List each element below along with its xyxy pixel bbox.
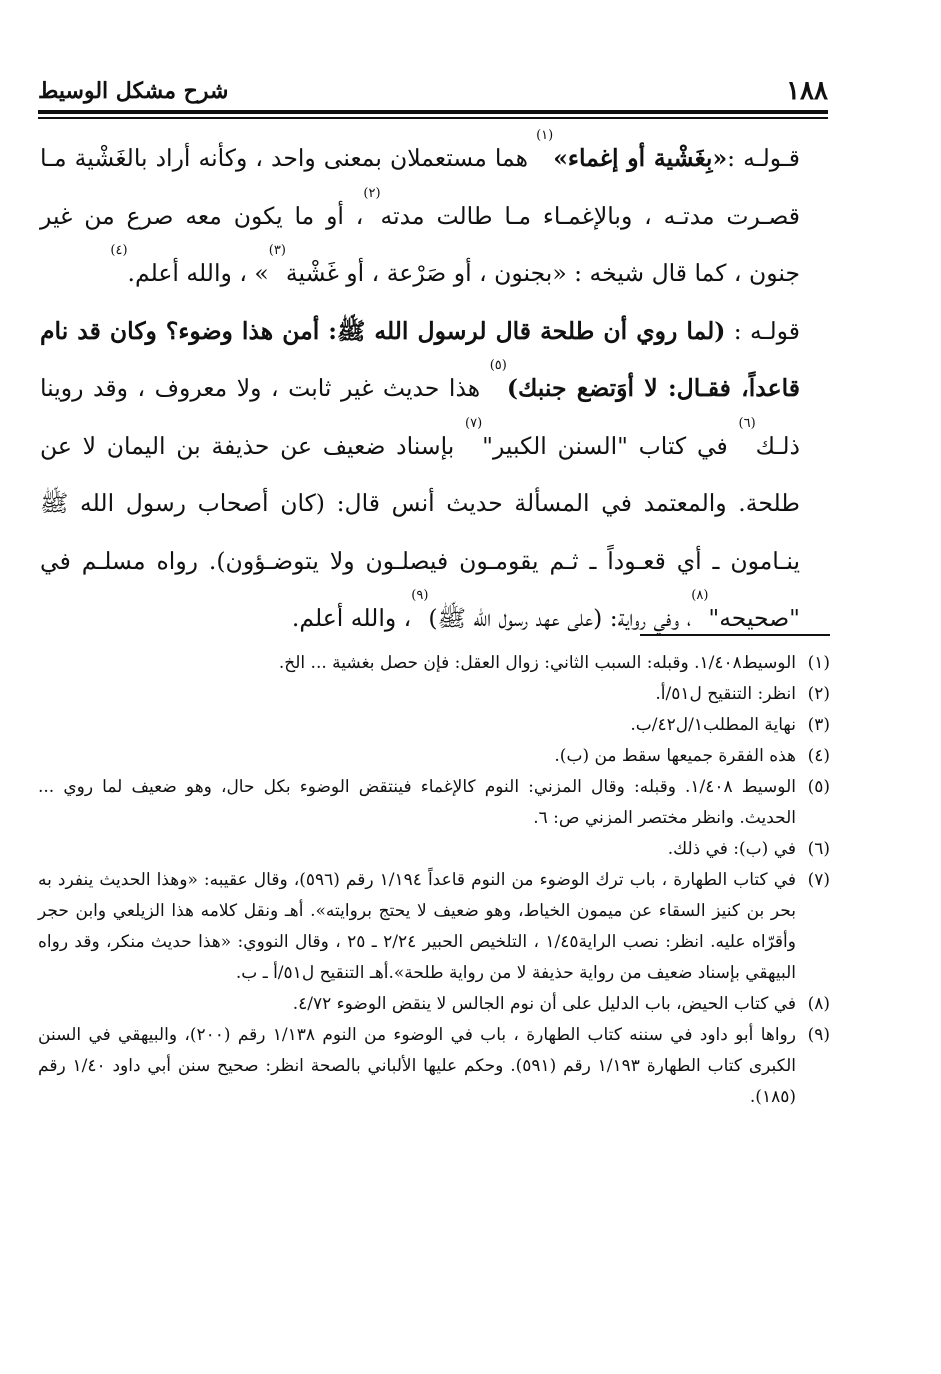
footnote-number: (٥): [807, 777, 830, 797]
footnote-ref-2[interactable]: (٢): [363, 185, 381, 201]
footnote-number: (٣): [807, 715, 830, 735]
footnote-ref-8[interactable]: (٨): [691, 588, 709, 603]
paragraph-1-text-2: ، أو ما يكون معه صرع من غير جنون ، كما قال شيخه : «بجنون ، أو صَرْعة ، أو غَشْية: [40, 201, 800, 287]
footnote-text: رواها أبو داود في سننه كتاب الطهارة ، باب في الوضوء من النوم ١/١٣٨ رقم (٢٠٠)، والبيهقي في السنن الكبرى كتاب الطهارة ١/١٩٣ رقم (٥٩١). وحكم عليها الألباني بالصحة انظر: صحيح سنن أبي داود ١/٤٠ رقم (١٨٥).: [38, 1025, 796, 1107]
footnote-ref-9[interactable]: (٩): [411, 588, 429, 603]
footnote-number: (٦): [807, 839, 830, 859]
footnote-number: (٩): [807, 1025, 830, 1045]
header-rule-thick: [38, 110, 828, 114]
footnotes: [38, 648, 830, 1113]
paragraph-1-text-3: » ، والله أعلم.: [127, 259, 269, 287]
footnote-number: (٤): [807, 746, 830, 766]
footnote-text: في (ب): في ذلك.: [667, 839, 796, 859]
footnote-3: [38, 710, 830, 741]
footnote-ref-1[interactable]: (١): [536, 128, 554, 143]
footnote-number: (٨): [807, 994, 830, 1014]
paragraph-1-text-1: هما مستعملان بمعنى واحد ، وكأنه أراد بالغَشْية مـا قصـرت مدتـه ، وبالإغمـاء مـا طالت مدته: [40, 144, 800, 230]
footnote-4: [38, 741, 830, 772]
footnote-text: انظر: التنقيح ل٥١/أ.: [655, 684, 796, 704]
paragraph-2: [40, 303, 830, 648]
paragraph-1-lead: قـولـه :: [727, 144, 801, 172]
footnote-text: في كتاب الحيض، باب الدليل على أن نوم الجالس لا ينقض الوضوء ٤/٧٢.: [292, 994, 796, 1014]
paragraph-2-lead: قولـه :: [725, 316, 800, 345]
main-text: [40, 130, 830, 648]
footnote-5: [38, 772, 830, 834]
footnote-8: [38, 989, 830, 1020]
footnote-text: الوسيط١/٤٠٨. وقبله: السبب الثاني: زوال العقل: فإن حصل بغشية ... الخ.: [278, 653, 796, 673]
footnote-2: [38, 679, 830, 710]
footnote-ref-5[interactable]: (٥): [489, 358, 507, 373]
footnote-6: [38, 834, 830, 865]
footnote-text: في كتاب الطهارة ، باب ترك الوضوء من النوم قاعداً ١/١٩٤ رقم (٥٩٦)، وقال عقيبه: «وهذا الحديث ينفرد به بحر بن كنيز السقاء عن ميمون الخياط، وهو ضعيف لا يحتج بروايته». أهـ ونقل كلامه هذا الزيلعي وابن حجر وأقرّاه عليه. انظر: نصب الراية١/٤٥ ، التلخيص الحبير ٢/٢٤ ـ ٢٥ ، وقال النووي: «هذا حديث منكر، وقد رواه البيهقي بإسناد ضعيف من رواية حذيفة لا من رواية طلحة».أهـ التنقيح ل٥١/أ ـ ب.: [38, 870, 796, 983]
paragraph-2-text-5: ، والله أعلم.: [291, 604, 412, 632]
footnote-9: [38, 1020, 830, 1113]
paragraph-2-quote: (لما روي أن طلحة قال لرسول الله ﷺ: أمن هذا وضوء؟ وكان قد نام قاعداً، فقـال: لا أوَتضع جنبك): [40, 316, 800, 402]
paragraph-2-text-3: بإسناد ضعيف عن حذيفة بن اليمان لا عن طلحة. والمعتمد في المسألة حديث أنس قال: (كان أصحاب رسول الله ﷺ ينـامون ـ أي قعـوداً ـ ثـم يقومـون فيصلـون ولا يتوضـؤون). رواه مسلـم في "صحيحه": [40, 431, 800, 632]
paragraph-2-text-2: في كتاب "السنن الكبير": [482, 431, 739, 460]
paragraph-2-text-4: ، وفي رواية: (على عهد رسول الله ﷺ): [428, 604, 692, 632]
running-title: شرح مشكل الوسيط: [38, 78, 229, 104]
footnote-text: هذه الفقرة جميعها سقط من (ب).: [554, 746, 796, 766]
footnote-ref-7[interactable]: (٧): [465, 415, 483, 431]
footnote-ref-4[interactable]: (٤): [110, 243, 128, 258]
footnote-number: (٢): [807, 684, 830, 704]
footnote-text: نهاية المطلب١/ل٤٢/ب.: [630, 715, 796, 735]
footnote-text: الوسيط ١/٤٠٨. وقبله: وقال المزني: النوم كالإغماء فينتقض الوضوء بكل حال، وهو ضعيف لما روي ... الحديث. وانظر مختصر المزني ص: ٦.: [38, 777, 796, 828]
footnote-1: [38, 648, 830, 679]
footnote-7: [38, 865, 830, 989]
paragraph-1-quote: «بِغَشْية أو إغماء»: [553, 144, 728, 172]
footnote-ref-6[interactable]: (٦): [738, 415, 756, 431]
paragraph-1: [40, 130, 830, 303]
header-rule-thin: [38, 117, 828, 119]
paragraph-2-text-1: هذا حديث غير ثابت ، ولا معروف ، وقد روينا ذلـك: [40, 374, 800, 460]
page-header: [38, 76, 828, 106]
footnote-number: (٧): [807, 870, 830, 890]
footnote-separator: [640, 634, 830, 636]
footnote-number: (١): [807, 653, 830, 673]
footnote-ref-3[interactable]: (٣): [268, 243, 286, 258]
page-number: ١٨٨: [786, 76, 828, 106]
